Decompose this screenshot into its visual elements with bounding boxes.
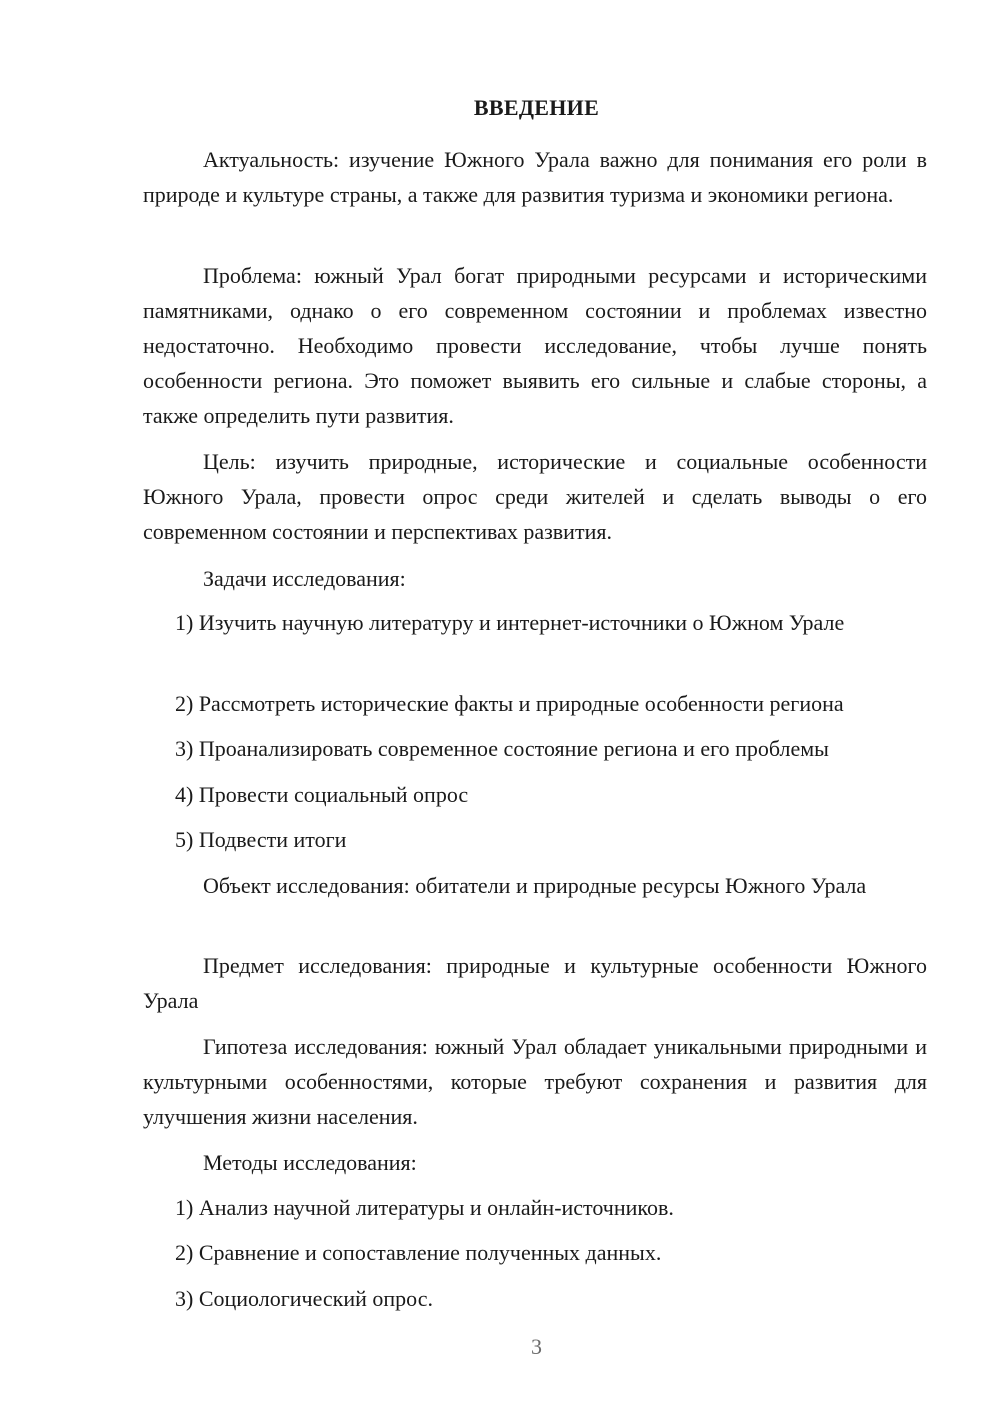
object-paragraph: Объект исследования: обитатели и природные ресурсы Южного Урала [203, 873, 867, 898]
page-title: ВВЕДЕНИЕ [473, 95, 600, 120]
tasks-heading: Задачи исследования: [203, 566, 406, 591]
method-item-2: 2) Сравнение и сопоставление полученных данных. [175, 1240, 662, 1265]
goal-paragraph: Цель: изучить природные, исторические и социальные особенности Южного Урала, провести опрос среди жителей и сделать выводы о его современном состоянии и перспективах развития. [143, 449, 927, 544]
problem-paragraph: Проблема: южный Урал богат природными ресурсами и историческими памятниками, однако о его современном состоянии и проблемах известно недостаточно. Необходимо провести исследование, чтобы лучше понять особенности региона. Это поможет выявить его сильные и слабые стороны, а также определить пути развития. [143, 263, 927, 428]
task-item-5: 5) Подвести итоги [175, 827, 347, 852]
method-item-3: 3) Социологический опрос. [175, 1286, 433, 1311]
task-item-4: 4) Провести социальный опрос [175, 782, 469, 807]
methods-heading: Методы исследования: [203, 1150, 417, 1175]
task-item-2: 2) Рассмотреть исторические факты и природные особенности региона [175, 691, 844, 716]
task-item-3: 3) Проанализировать современное состояние региона и его проблемы [175, 736, 829, 761]
hypothesis-paragraph: Гипотеза исследования: южный Урал обладает уникальными природными и культурными особенностями, которые требуют сохранения и развития для улучшения жизни населения. [143, 1034, 927, 1129]
task-item-1: 1) Изучить научную литературу и интернет-источники о Южном Урале [175, 610, 845, 635]
subject-paragraph: Предмет исследования: природные и культурные особенности Южного Урала [143, 953, 927, 1013]
relevance-paragraph: Актуальность: изучение Южного Урала важно для понимания его роли в природе и культуре страны, а также для развития туризма и экономики региона. [143, 147, 927, 207]
page-number: 3 [531, 1334, 542, 1359]
method-item-1: 1) Анализ научной литературы и онлайн-источников. [175, 1195, 674, 1220]
